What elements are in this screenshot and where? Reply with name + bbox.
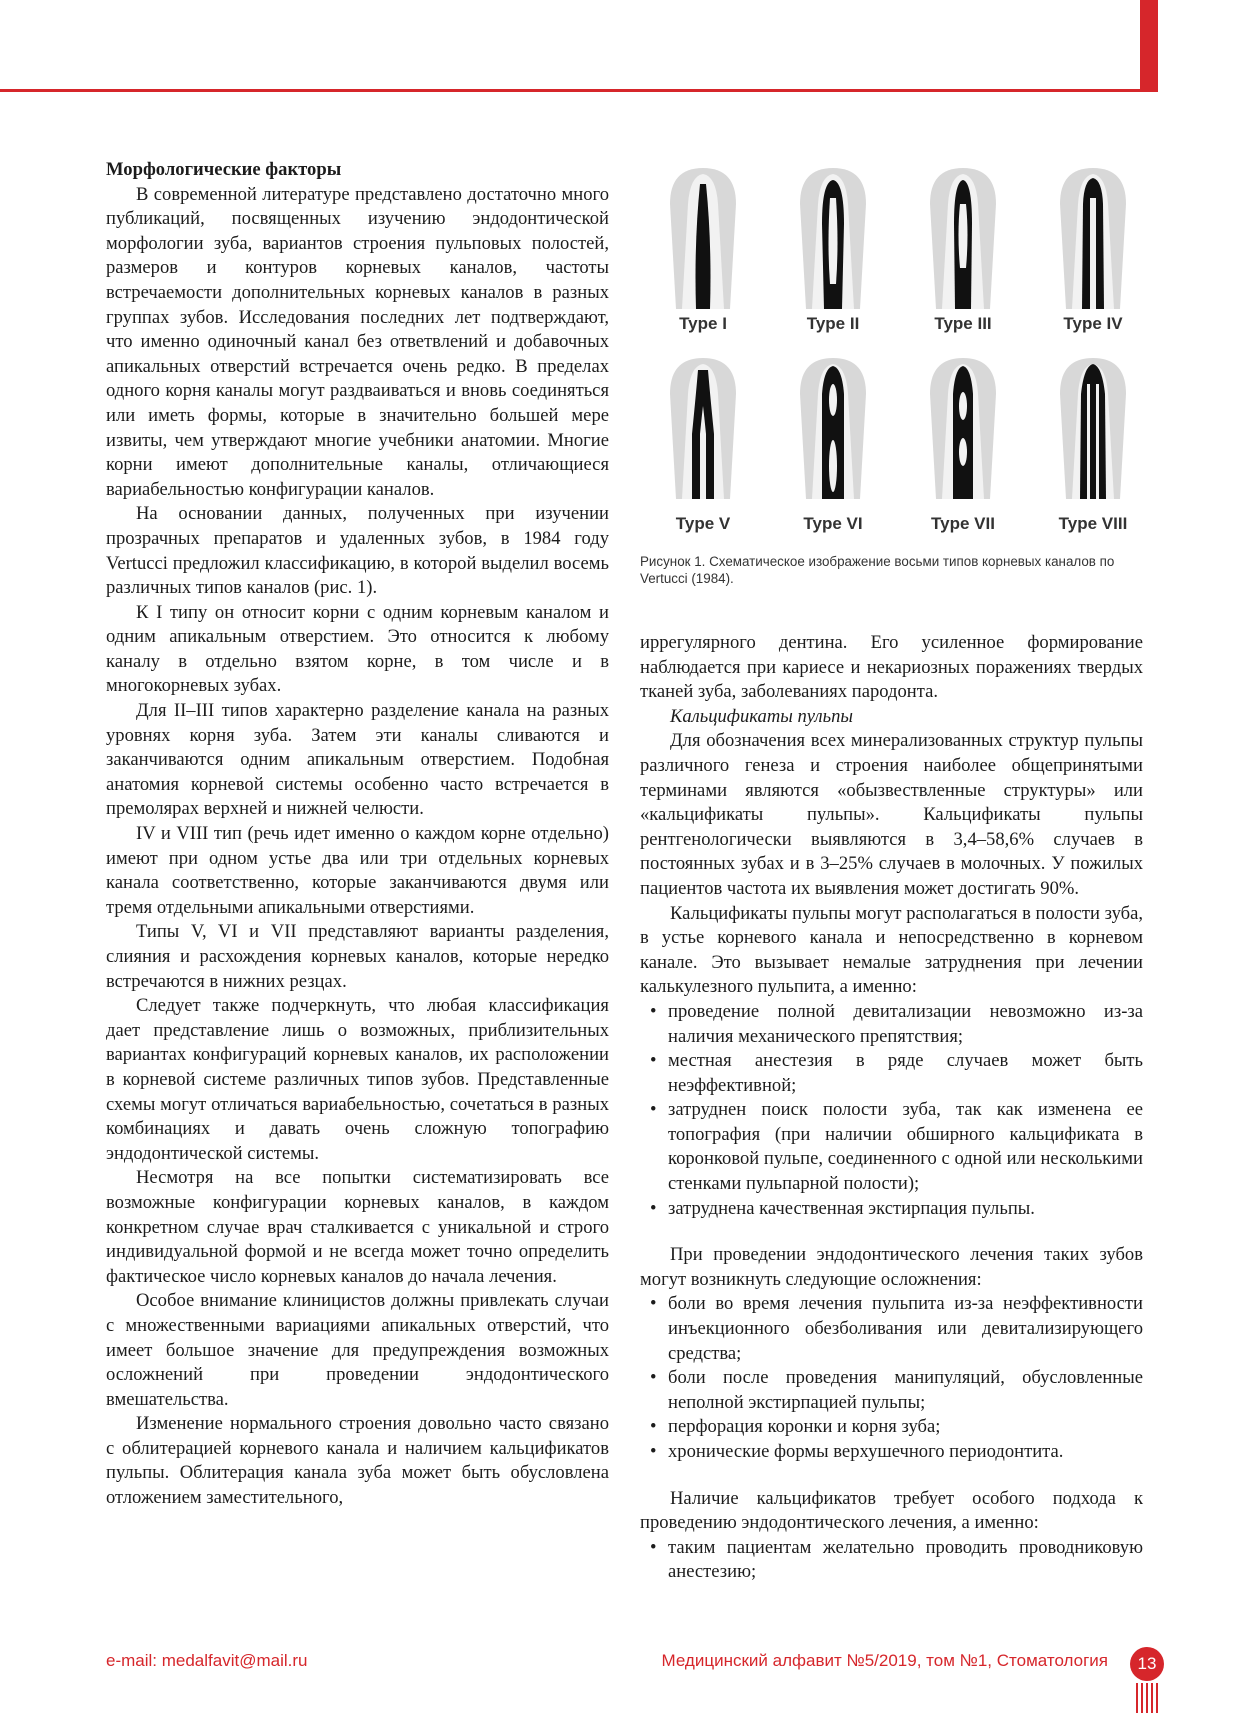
type-label: Type VI	[803, 514, 863, 533]
figure-caption: Рисунок 1. Схематическое изображение восьми типов корневых каналов по Vertucci (1984).	[640, 554, 1115, 586]
type-label: Type V	[675, 514, 731, 533]
tooth-type-1-diagram	[648, 164, 758, 314]
bullet-list	[640, 1292, 1143, 1464]
header-accent-bar	[1140, 0, 1158, 92]
page-number: 13	[1130, 1647, 1164, 1681]
paragraph: Кальцификаты пульпы могут располагаться в полости зуба, в устье корневого канала и непосредственно в корневом канале. Это вызывает немалые затруднения при лечении калькулезного пульпита, а именно:	[640, 902, 1143, 998]
footer-journal: Медицинский алфавит №5/2019, том №1, Стоматология	[661, 1651, 1108, 1670]
vertucci-figure	[640, 158, 1143, 533]
list-item: • перфорация коронки и корня зуба;	[640, 1415, 1143, 1440]
paragraph: При проведении эндодонтического лечения таких зубов могут возникнуть следующие осложнения:	[640, 1244, 1143, 1290]
tooth-type-7-diagram	[908, 354, 1018, 504]
paragraph: IV и VIII тип (речь идет именно о каждом корне отдельно) имеют при одном устье два или три отдельных корневых канала соответственно, которые заканчиваются двумя или тремя отдельными апикальными отверстиями.	[106, 823, 609, 918]
tooth-type-5-diagram	[648, 354, 758, 504]
paragraph: К I типу он относит корни с одним корневым каналом и одним апикальным отверстием. Это относится к любому каналу в отдельно взятом корне, в том числе и в многокорневых зубах.	[106, 601, 609, 697]
footer-stripes	[1134, 1683, 1158, 1713]
paragraph: Наличие кальцификатов требует особого подхода к проведению эндодонтического лечения, а именно:	[640, 1487, 1143, 1534]
list-item: • затруднена качественная экстирпация пульпы.	[640, 1197, 1143, 1222]
section-heading: Морфологические факторы	[106, 159, 342, 180]
tooth-type-6-diagram	[778, 354, 888, 504]
paragraph: Типы V, VI и VII представляют варианты разделения, слияния и расхождения корневых каналов, которые нередко встречаются в нижних резцах.	[106, 921, 609, 992]
paragraph: Изменение нормального строения довольно часто связано с облитерацией корневого канала и наличием кальцификатов пульпы. Облитерация канала зуба может быть обусловлена отложением заместительного,	[106, 1413, 609, 1509]
paragraph: Для II–III типов характерно разделение канала на разных уровнях корня зуба. Затем эти каналы сливаются и заканчиваются одним апикальным отверстием. Подобная анатомия корневой системы особенно часто встречается в премолярах верхней и нижней челюсти.	[106, 700, 609, 820]
tooth-type-3-diagram	[908, 164, 1018, 314]
tooth-type-8-diagram	[1038, 354, 1148, 504]
bullet-list	[640, 1000, 1143, 1221]
paragraph: Следует также подчеркнуть, что любая классификация дает представление лишь о возможных, приблизительных вариантах конфигураций корневых каналов, их расположении в корневой системе различных типов зубов. Представленные схемы могут отличаться вариабельностью, сочетаться в разных комбинациях и давать очень сложную топографию эндодонтической системы.	[106, 995, 609, 1164]
paragraph: Особое внимание клиницистов должны привлекать случаи с множественными вариациями апикальных отверстий, что имеет большое значение для предупреждения возможных осложнений при проведении эндодонтического вмешательства.	[106, 1290, 609, 1410]
list-item: • местная анестезия в ряде случаев может быть неэффективной;	[640, 1049, 1143, 1098]
type-label: Type I	[679, 314, 727, 333]
list-item: • хронические формы верхушечного периодонтита.	[640, 1440, 1143, 1465]
type-label: Type II	[806, 314, 860, 333]
list-item: • таким пациентам желательно проводить проводниковую анестезию;	[640, 1536, 1143, 1585]
type-label: Type VII	[931, 514, 995, 533]
left-column	[106, 158, 609, 1511]
paragraph: иррегулярного дентина. Его усиленное формирование наблюдается при кариесе и некариозных поражениях твердых тканей зуба, заболеваниях пародонта.	[640, 632, 1143, 703]
tooth-type-4-diagram	[1038, 164, 1148, 314]
type-label: Type III	[934, 314, 992, 333]
paragraph: Для обозначения всех минерализованных структур пульпы различного генеза и строения наиболее общепринятыми терминами являются «обызвествленные структуры» или «кальцификаты пульпы». Кальцификаты пульпы рентгенологически выявляются в 3,4–58,6% случаев в постоянных зубах и в 3–25% случаев в молочных. У пожилых пациентов частота их выявления может достигать 90%.	[640, 730, 1143, 899]
type-label: Type VIII	[1058, 514, 1128, 533]
bullet-list	[640, 1536, 1143, 1585]
tooth-type-2-diagram	[778, 164, 888, 314]
list-item: • боли после проведения манипуляций, обусловленные неполной экстирпацией пульпы;	[640, 1366, 1143, 1415]
paragraph: Несмотря на все попытки систематизировать все возможные конфигурации корневых каналов, в каждом конкретном случае врач сталкивается с уникальной и строго индивидуальной формой и не всегда может точно определить фактическое число корневых каналов до начала лечения.	[106, 1167, 609, 1287]
paragraph: В современной литературе представлено достаточно много публикаций, посвященных изучению эндодонтической морфологии зуба, вариантов строения пульповых полостей, размеров и контуров корневых каналов, частоты встречаемости дополнительных корневых каналов в разных группах зубов. Исследования последних лет подтверждают, что именно одиночный канал без ответвлений и добавочных апикальных отверстий встречается очень редко. В пределах одного корня каналы могут раздваиваться и вновь соединяться или иметь формы, которые в значительно большей мере извиты, чем утверждают многие учебники анатомии. Многие корни имеют дополнительные каналы, отличающиеся вариабельностью конфигурации каналов.	[106, 183, 609, 500]
list-item: • затруднен поиск полости зуба, так как изменена ее топография (при наличии обширного кальцификата в коронковой пульпе, соединенного с одной или несколькими стенками пульпарной полости);	[640, 1098, 1143, 1196]
list-item: • боли во время лечения пульпита из-за неэффективности инъекционного обезболивания или девитализирующего средства;	[640, 1292, 1143, 1366]
header-rule	[0, 89, 1158, 92]
list-item: • проведение полной девитализации невозможно из-за наличия механического препятствия;	[640, 1000, 1143, 1049]
footer-email: e-mail: medalfavit@mail.ru	[106, 1651, 308, 1670]
subsection-heading: Кальцификаты пульпы	[670, 705, 854, 727]
paragraph: На основании данных, полученных при изучении прозрачных препаратов и удаленных зубов, в 1984 году Vertucci предложил классификацию, в которой выделил восемь различных типов каналов (рис. 1).	[106, 503, 609, 599]
type-label: Type IV	[1063, 314, 1123, 333]
right-column	[640, 631, 1143, 1585]
